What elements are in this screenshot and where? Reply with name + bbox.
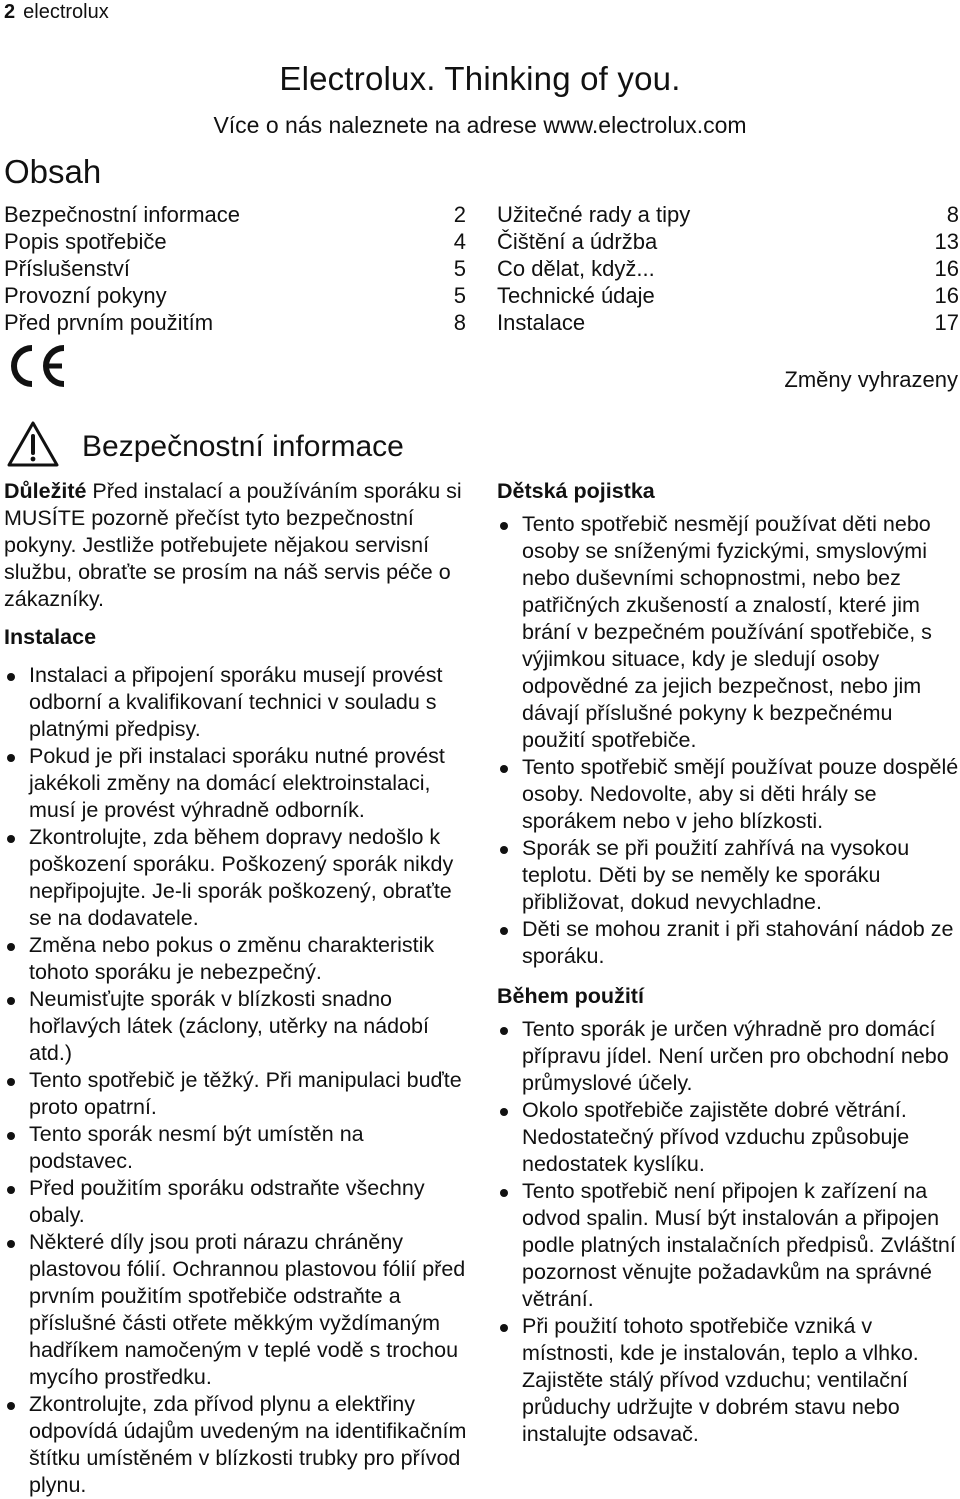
toc-entry-label: Popis spotřebiče: [4, 229, 167, 254]
list-item: Některé díly jsou proti nárazu chráněny plastovou fólií. Ochrannou plastovou fólií před prvním použitím spotřebiče odstraňte a příslušné části otřete měkkým vyždímaným hadříkem namočeným v teplé vodě s trochou mycího prostředku.: [4, 1229, 470, 1391]
toc-entry[interactable]: [4, 309, 466, 336]
list-item: Okolo spotřebiče zajistěte dobré větrání. Nedostatečný přívod vzduchu způsobuje nedostatek kyslíku.: [497, 1097, 959, 1178]
toc-entry-label: Příslušenství: [4, 256, 130, 281]
toc-entry-label: Bezpečnostní informace: [4, 202, 241, 227]
toc-entry-page: 4: [453, 229, 466, 254]
warning-triangle-icon: [6, 420, 60, 473]
list-item: Tento sporák nesmí být umístěn na podstavec.: [4, 1121, 470, 1175]
right-column: [497, 478, 959, 1448]
list-item: Pokud je při instalaci sporáku nutné provést jakékoli změny na domácí elektroinstalaci, musí je provést výhradně odborník.: [4, 743, 470, 824]
intro-bold: Důležité: [4, 479, 87, 503]
toc-entry-page: 8: [946, 202, 959, 227]
toc-entry[interactable]: [497, 309, 959, 336]
slogan: Electrolux. Thinking of you.: [279, 60, 681, 97]
toc-title: Obsah: [4, 153, 102, 190]
changes-note: Změny vyhrazeny: [784, 367, 958, 392]
list-item: Před použitím sporáku odstraňte všechny obaly.: [4, 1175, 470, 1229]
list-item: Zkontrolujte, zda během dopravy nedošlo k poškození sporáku. Poškozený sporák nikdy nepřipojujte. Je-li sporák poškozený, obraťte se na dodavatele.: [4, 824, 470, 932]
toc-entry-label: Provozní pokyny: [4, 283, 167, 308]
page-number: 2: [4, 1, 16, 23]
list-item: Instalaci a připojení sporáku musejí provést odborní a kvalifikovaní technici v souladu s platnými předpisy.: [4, 662, 470, 743]
toc-entry-label: Technické údaje: [497, 283, 655, 308]
toc-right-column: [497, 201, 959, 336]
toc-entry-page: 13: [934, 229, 959, 254]
list-item: Tento spotřebič je těžký. Při manipulaci buďte proto opatrní.: [4, 1067, 470, 1121]
toc-entry-page: 16: [934, 283, 959, 308]
list-item: Tento spotřebič nesmějí používat děti nebo osoby se sníženými fyzickými, smyslovými nebo duševními schopnostmi, nebo bez patřičných zkušeností a znalostí, které jim brání v bezpečném používání spotřebiče, s výjimkou situace, kdy je sledují osoby odpovědné za jejich bezpečnost, nebo jim dávají příslušné pokyny k bezpečnému použití spotřebiče.: [497, 511, 959, 754]
toc-entry[interactable]: [497, 201, 959, 228]
brand-name: electrolux: [23, 1, 109, 23]
toc-entry-label: Před prvním použitím: [4, 310, 214, 335]
intro-paragraph: [4, 478, 470, 613]
left-column: [4, 478, 470, 1499]
during-use-heading: Během použití: [497, 984, 644, 1008]
list-item: Sporák se při použití zahřívá na vysokou teplotu. Děti by se neměly ke sporáku přibližovat, dokud nevychladne.: [497, 835, 959, 916]
toc-entry-page: 17: [934, 310, 959, 335]
toc-entry[interactable]: [4, 201, 466, 228]
list-item: Zkontrolujte, zda přívod plynu a elektřiny odpovídá údajům uvedeným na identifikačním štítku umístěném v blízkosti trubky pro přívod plynu.: [4, 1391, 470, 1499]
during-use-list: [497, 1016, 959, 1448]
toc-left-column: [4, 201, 466, 336]
child-lock-list: [497, 511, 959, 970]
list-item: Tento spotřebič není připojen k zařízení na odvod spalin. Musí být instalován a připojen podle platných instalačních předpisů. Zvláštní pozornost věnujte požadavkům na správné větrání.: [497, 1178, 959, 1313]
installation-list: [4, 662, 470, 1499]
toc-entry-page: 16: [934, 256, 959, 281]
toc-entry[interactable]: [497, 255, 959, 282]
toc-entry-page: 8: [453, 310, 466, 335]
list-item: Neumisťujte sporák v blízkosti snadno hořlavých látek (záclony, utěrky na nádobí atd.): [4, 986, 470, 1067]
list-item: Při použití tohoto spotřebiče vzniká v místnosti, kde je instalován, teplo a vlhko. Zajistěte stálý přívod vzduchu; ventilační průduchy udržujte v dobrém stavu nebo instalujte odsavač.: [497, 1313, 959, 1448]
toc-entry-page: 5: [453, 283, 466, 308]
toc-entry[interactable]: [4, 228, 466, 255]
list-item: Tento sporák je určen výhradně pro domácí přípravu jídel. Není určen pro obchodní nebo průmyslové účely.: [497, 1016, 959, 1097]
toc-entry-label: Čištění a údržba: [497, 229, 658, 254]
child-lock-heading: Dětská pojistka: [497, 479, 655, 503]
toc-entry-page: 2: [453, 202, 466, 227]
list-item: Změna nebo pokus o změnu charakteristik tohoto sporáku je nebezpečný.: [4, 932, 470, 986]
toc-entry-label: Instalace: [497, 310, 586, 335]
list-item: Děti se mohou zranit i při stahování nádob ze sporáku.: [497, 916, 959, 970]
toc-entry-page: 5: [453, 256, 466, 281]
toc-entry-label: Užitečné rady a tipy: [497, 202, 691, 227]
installation-heading: Instalace: [4, 625, 97, 649]
slogan-subtitle: Více o nás naleznete na adrese www.electrolux.com: [213, 112, 747, 138]
intro-text: Před instalací a používáním sporáku si MUSÍTE pozorně přečíst tyto bezpečnostní pokyny. Jestliže potřebujete nějakou servisní službu, obraťte se prosím na náš servis péče o zákazníky.: [4, 479, 462, 611]
section-title: Bezpečnostní informace: [82, 430, 404, 463]
toc-entry[interactable]: [4, 282, 466, 309]
page-header: [4, 0, 109, 24]
toc-entry[interactable]: [497, 282, 959, 309]
toc-entry[interactable]: [497, 228, 959, 255]
toc-entry-label: Co dělat, když...: [497, 256, 655, 281]
ce-mark-icon: [6, 343, 68, 394]
list-item: Tento spotřebič smějí používat pouze dospělé osoby. Nedovolte, aby si děti hrály se sporákem nebo v jeho blízkosti.: [497, 754, 959, 835]
toc-entry[interactable]: [4, 255, 466, 282]
